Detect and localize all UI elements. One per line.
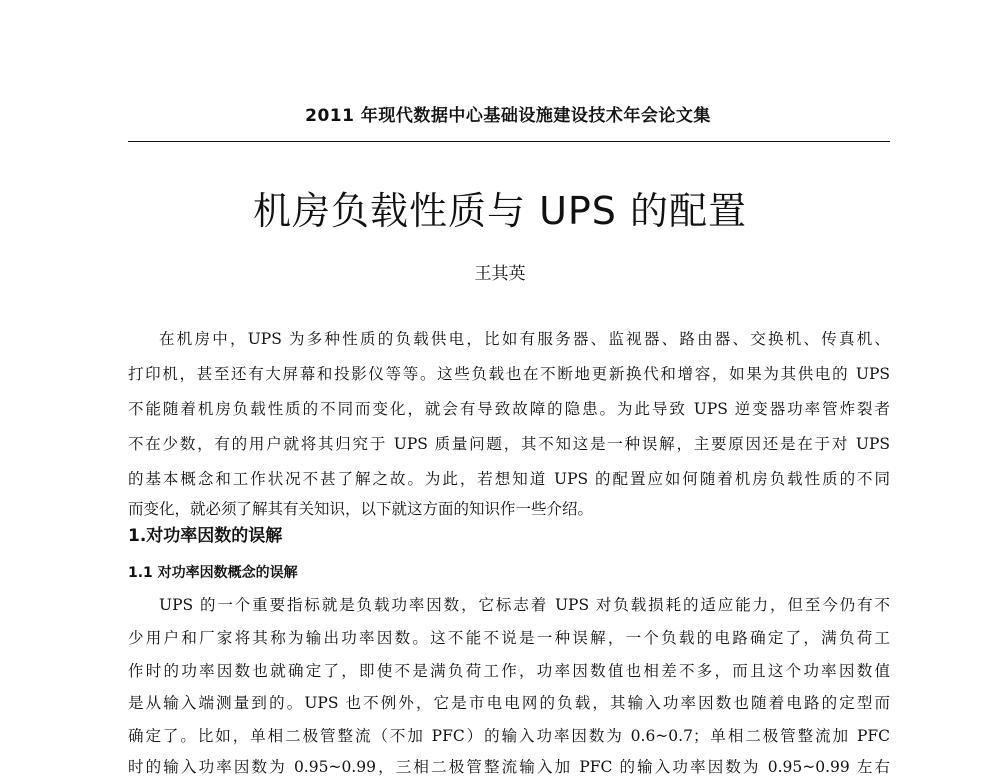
body-line: 是从输入端测量到的。UPS 也不例外，它是市电电网的负载，其输入功率因数也随着电路的定型而 xyxy=(128,694,890,712)
body-line: UPS 的一个重要指标就是负载功率因数，它标志着 UPS 对负载损耗的适应能力，但至今仍有不 xyxy=(159,596,890,614)
intro-line: 在机房中，UPS 为多种性质的负载供电，比如有服务器、监视器、路由器、交换机、传真机、 xyxy=(159,330,890,348)
body-line: 确定了。比如，单相二极管整流（不加 PFC）的输入功率因数为 0.6~0.7；单相二极管整流加 PFC xyxy=(128,727,890,745)
intro-line: 而变化，就必须了解其有关知识，以下就这方面的知识作一些介绍。 xyxy=(128,500,594,518)
paper-title: 机房负载性质与 UPS 的配置 xyxy=(252,189,747,233)
intro-line: 不能随着机房负载性质的不同而变化，就会有导致故障的隐患。为此导致 UPS 逆变器功率管炸裂者 xyxy=(128,400,890,418)
body-line: 时的输入功率因数为 0.95~0.99，三相二极管整流输入加 PFC 的输入功率因数为 0.95~0.99 左右 xyxy=(128,758,890,776)
body-line: 作时的功率因数也就确定了，即使不是满负荷工作，功率因数值也相差不多，而且这个功率因数值 xyxy=(128,662,890,680)
running-header: 2011 年现代数据中心基础设施建设技术年会论文集 xyxy=(305,106,711,126)
header-rule xyxy=(128,141,890,142)
author-name: 王其英 xyxy=(474,264,526,284)
body-line: 少用户和厂家将其称为输出功率因数。这不能不说是一种误解，一个负载的电路确定了，满负荷工 xyxy=(128,629,890,647)
section-heading: 1.对功率因数的误解 xyxy=(128,526,283,546)
intro-line: 不在少数，有的用户就将其归究于 UPS 质量问题，其不知这是一种误解，主要原因还是在于对 UPS xyxy=(128,435,890,453)
intro-line: 的基本概念和工作状况不甚了解之故。为此，若想知道 UPS 的配置应如何随着机房负载性质的不同 xyxy=(128,470,890,488)
intro-line: 打印机，甚至还有大屏幕和投影仪等等。这些负载也在不断地更新换代和增容，如果为其供电的 UPS xyxy=(128,365,890,383)
subsection-heading: 1.1 对功率因数概念的误解 xyxy=(128,565,298,581)
